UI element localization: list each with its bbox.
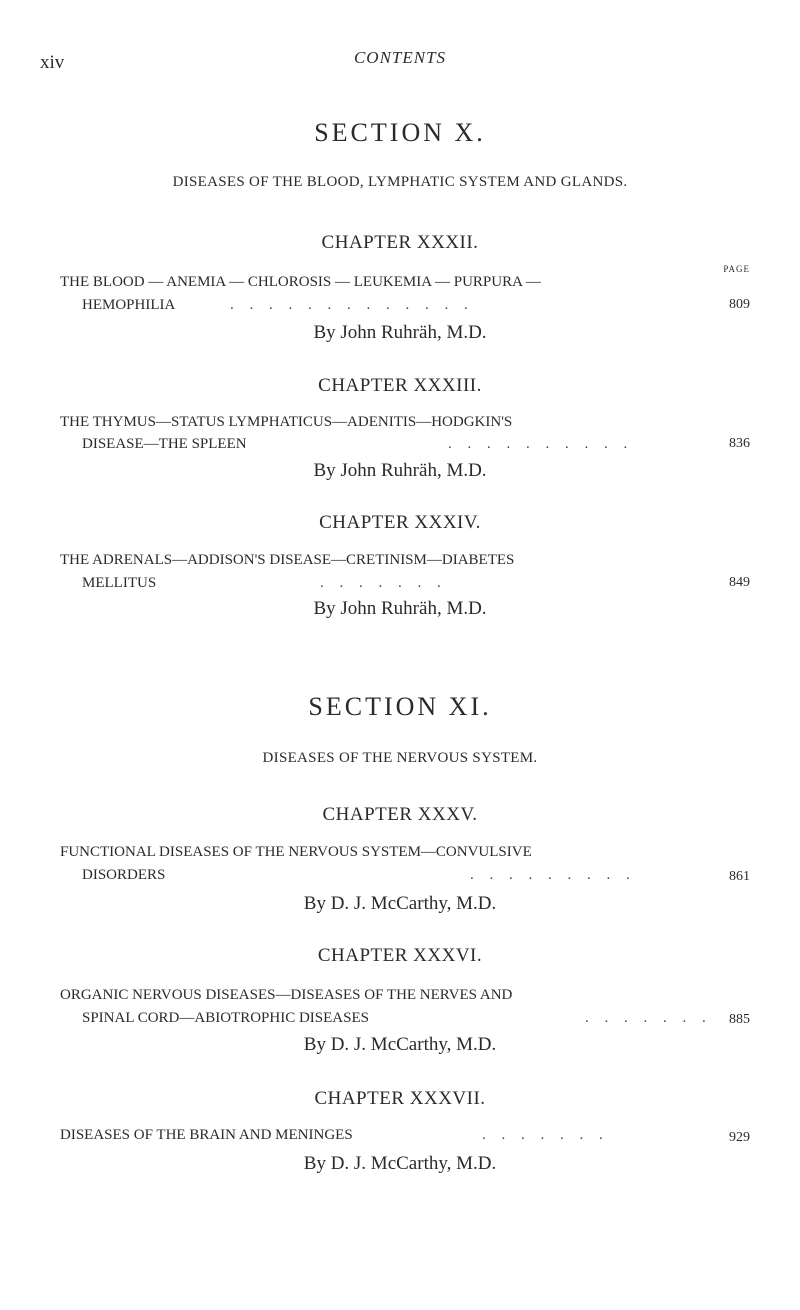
chapter-author: By John Ruhräh, M.D. [313,460,487,481]
chapter-page-number: 836 [729,436,750,451]
chapter-topics-line2: MELLITUS [82,575,157,591]
chapter-page-number: 861 [729,869,750,884]
chapter-page-number: 885 [729,1012,750,1027]
dot-leader: . . . . . . . . . . . . . [230,297,474,313]
section-title: SECTION XI. [308,692,492,721]
chapter-heading: CHAPTER XXXV. [322,804,478,825]
chapter-author: By D. J. McCarthy, M.D. [303,1034,497,1055]
chapter-topics-line2: SPINAL CORD—ABIOTROPHIC DISEASES [82,1010,369,1026]
running-head: CONTENTS [353,48,447,67]
chapter-topics-line2: DISEASE—THE SPLEEN [82,436,247,452]
chapter-heading: CHAPTER XXXIII. [318,375,482,396]
chapter-topics-line2: DISORDERS [82,867,166,883]
chapter-heading: CHAPTER XXXII. [321,232,479,253]
chapter-heading: CHAPTER XXXVII. [314,1088,486,1109]
chapter-author: By D. J. McCarthy, M.D. [303,1153,497,1174]
dot-leader: . . . . . . . [585,1010,712,1026]
section-subtitle: DISEASES OF THE BLOOD, LYMPHATIC SYSTEM AND GLANDS. [172,174,628,190]
section-title: SECTION X. [314,118,486,147]
chapter-author: By John Ruhräh, M.D. [313,322,487,343]
chapter-topics-line2: HEMOPHILIA [82,297,176,313]
chapter-topics-line1: THE BLOOD — ANEMIA — CHLOROSIS — LEUKEMIA — PURPURA — [60,274,541,290]
dot-leader: . . . . . . . [320,575,447,591]
page-number: xiv [40,52,65,73]
chapter-page-number: 929 [729,1130,750,1145]
dot-leader: . . . . . . . . . . [448,436,634,452]
chapter-author: By John Ruhräh, M.D. [313,598,487,619]
dot-leader: . . . . . . . [482,1127,609,1143]
chapter-topics-line1: FUNCTIONAL DISEASES OF THE NERVOUS SYSTEM—CONVULSIVE [60,844,532,860]
chapter-topics-line1: THE ADRENALS—ADDISON'S DISEASE—CRETINISM—DIABETES [60,552,515,568]
chapter-topics-line1: ORGANIC NERVOUS DISEASES—DISEASES OF THE NERVES AND [60,987,513,1003]
chapter-heading: CHAPTER XXXVI. [317,945,483,966]
chapter-heading: CHAPTER XXXIV. [319,512,481,533]
chapter-author: By D. J. McCarthy, M.D. [303,893,497,914]
chapter-topics-line1: THE THYMUS—STATUS LYMPHATICUS—ADENITIS—HODGKIN'S [60,414,513,430]
page-column-label: PAGE [723,264,750,274]
chapter-topics-line1: DISEASES OF THE BRAIN AND MENINGES [60,1127,353,1143]
chapter-page-number: 809 [729,297,750,312]
dot-leader: . . . . . . . . . [470,867,636,883]
chapter-page-number: 849 [729,575,750,590]
page-header [0,48,800,78]
section-subtitle: DISEASES OF THE NERVOUS SYSTEM. [262,750,538,766]
